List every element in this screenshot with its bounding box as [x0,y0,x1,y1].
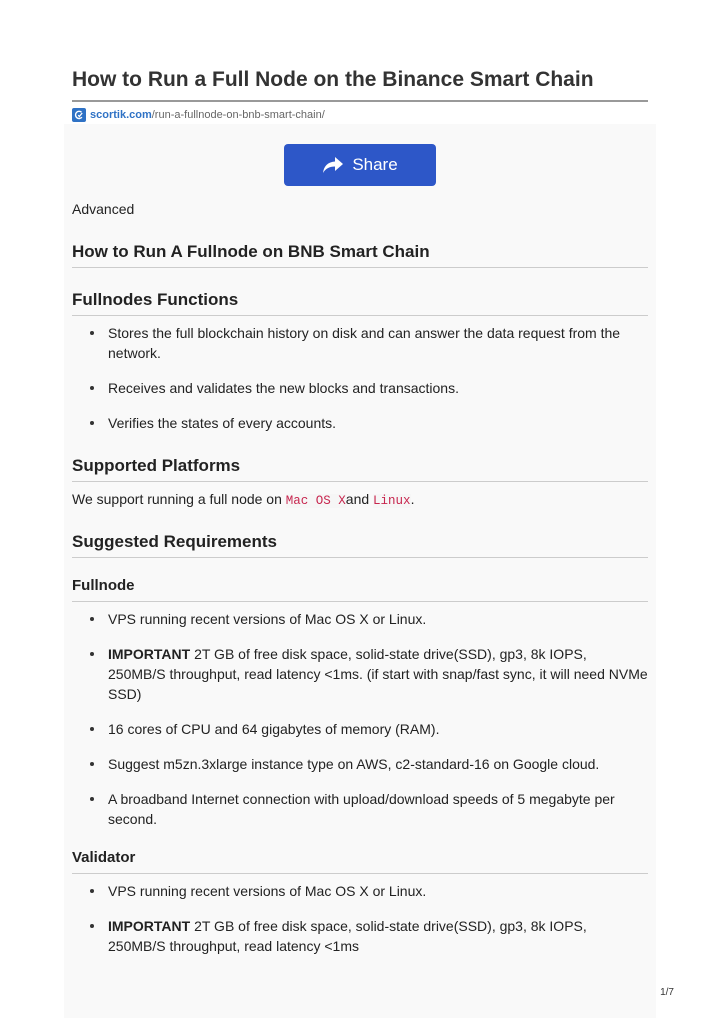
bullet-icon [90,762,94,766]
list-item: IMPORTANT 2T GB of free disk space, solid-state drive(SSD), gp3, 8k IOPS, 250MB/S throughput, read latency <1ms. (if start with snap/fast sync, it will need NVMe SSD) [72,644,648,704]
section-divider [72,601,648,602]
functions-list [72,323,648,448]
site-logo-icon [72,108,86,122]
validator-requirements-list [72,881,648,971]
requirements-heading: Suggested Requirements [72,532,277,551]
bullet-icon [90,727,94,731]
share-arrow-icon [322,156,344,174]
section-divider [72,873,648,874]
code-mac-os-x: Mac OS X [285,494,346,508]
bullet-icon [90,652,94,656]
list-item: Verifies the states of every accounts. [72,413,648,433]
page-title: How to Run a Full Node on the Binance Smart Chain [72,68,594,91]
section-divider [72,557,648,558]
bullet-icon [90,889,94,893]
validator-heading: Validator [72,849,136,866]
list-item: IMPORTANT 2T GB of free disk space, solid-state drive(SSD), gp3, 8k IOPS, 250MB/S throughput, read latency <1ms [72,916,648,956]
article-heading: How to Run A Fullnode on BNB Smart Chain [72,242,430,261]
fullnode-heading: Fullnode [72,577,135,594]
list-item: Suggest m5zn.3xlarge instance type on AWS, c2-standard-16 on Google cloud. [72,754,648,774]
category-label: Advanced [72,201,135,217]
share-button[interactable] [284,144,436,186]
list-item: Stores the full blockchain history on disk and can answer the data request from the network. [72,323,648,363]
list-item: VPS running recent versions of Mac OS X or Linux. [72,609,648,629]
page-number: 1/7 [660,987,674,998]
important-label: IMPORTANT [108,918,191,934]
bullet-icon [90,421,94,425]
list-item: Receives and validates the new blocks and transactions. [72,378,648,398]
share-label: Share [352,155,398,174]
list-item: 16 cores of CPU and 64 gigabytes of memory (RAM). [72,719,648,739]
bullet-icon [90,617,94,621]
functions-heading: Fullnodes Functions [72,290,239,309]
important-label: IMPORTANT [108,646,191,662]
bullet-icon [90,797,94,801]
list-item: VPS running recent versions of Mac OS X or Linux. [72,881,648,901]
platforms-heading: Supported Platforms [72,456,241,475]
source-domain[interactable]: scortik.com [90,109,152,121]
bullet-icon [90,924,94,928]
title-divider [72,100,648,102]
section-divider [72,267,648,268]
source-link[interactable] [72,107,325,123]
section-divider [72,315,648,316]
code-linux: Linux [373,494,411,508]
platforms-text: We support running a full node on Mac OS Xand Linux. [72,491,415,508]
source-path[interactable]: /run-a-fullnode-on-bnb-smart-chain/ [151,109,325,121]
bullet-icon [90,386,94,390]
bullet-icon [90,331,94,335]
fullnode-requirements-list [72,609,648,844]
section-divider [72,481,648,482]
list-item: A broadband Internet connection with upload/download speeds of 5 megabyte per second. [72,789,648,829]
